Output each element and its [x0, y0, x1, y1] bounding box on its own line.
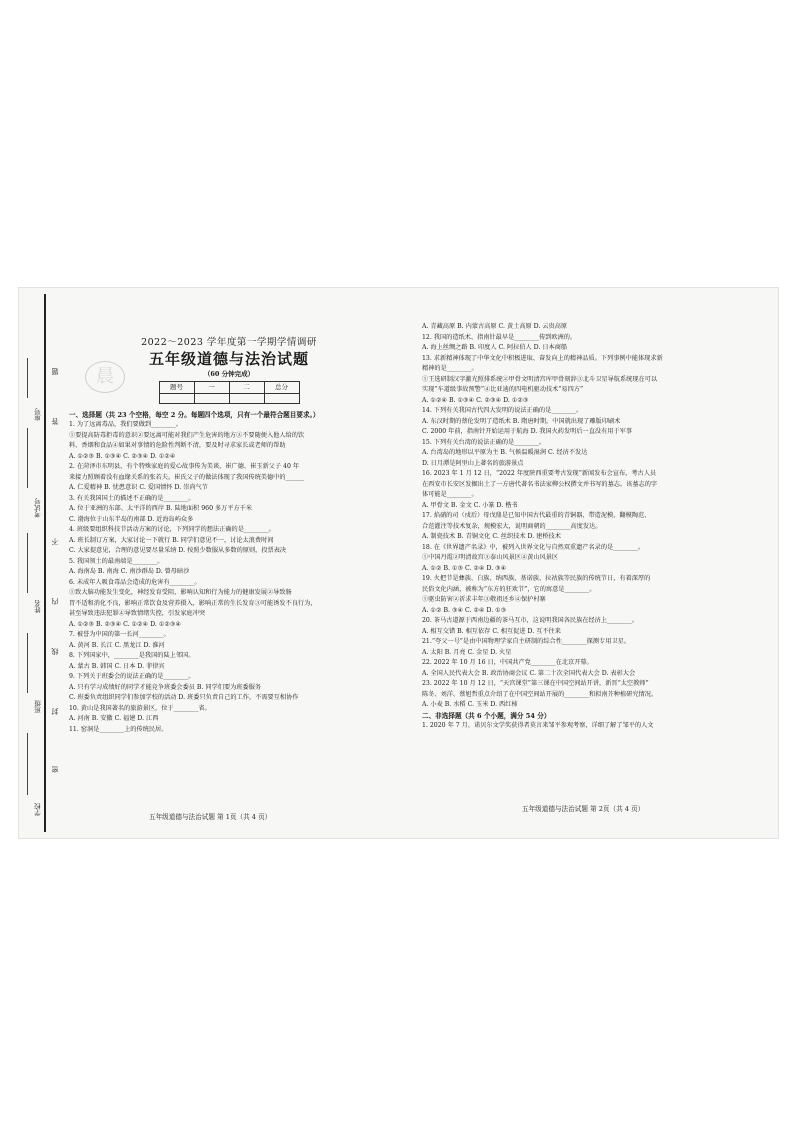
question-line: 11. 窑洞是________上的传统民居。 — [69, 725, 168, 733]
score-table — [159, 381, 300, 404]
left-question-list — [69, 420, 389, 735]
question-line: A. 相互交错 B. 相互依存 C. 相互促进 D. 互不往来 — [422, 627, 561, 635]
question-line: A. ①②④ B. ①③④ C. ②③④ D. ①②③ — [422, 396, 529, 404]
binding-word: 密 — [51, 766, 59, 773]
name-label: 姓名 — [34, 600, 42, 613]
score-cell — [194, 393, 229, 403]
question-line: A. 仁爱精神 B. 忧患意识 C. 爱国情怀 D. 崇尚气节 — [69, 484, 208, 491]
question-line: D. 日月潭是阿里山上著名的旅游景点 — [422, 459, 524, 467]
question-line: A. 位于亚洲的东部、太平洋的西岸 B. 陆地面积 960 多万平方千米 — [69, 505, 253, 512]
question-line: 21.“夸父一号”是由中国物理学家自主研制的综合性________探测专用卫星。 — [422, 638, 630, 645]
exam-sheet — [19, 288, 778, 838]
binding-line — [44, 294, 46, 832]
score-table-row — [159, 393, 299, 403]
score-cell: 总分 — [264, 382, 299, 394]
score-table-header — [159, 382, 299, 394]
question-line: 甚至导致违法犯罪④导致情绪失控，引发家庭冲突 — [69, 610, 206, 617]
question-line: A. 制瓷技术 B. 青铜文化 C. 丝织技术 D. 建桥技术 — [422, 533, 561, 540]
question-line: 胃不适和消化不良，影响正常饮食及营养摄入，影响正常的生长发育③可能诱发不良行为， — [69, 599, 317, 607]
class-label: 班级 — [34, 700, 42, 713]
question-line: A. 台湾岛的地形以平原为主 B. 气候温暖湿润 C. 经济不发达 — [422, 449, 588, 456]
question-line: C. 大家提意见，合理的意见要尽量采纳 D. 按照少数服从多数的原则，投票表决 — [69, 547, 287, 554]
question-line: 1. 为了远离毒品，我们要做到________。 — [69, 421, 183, 428]
question-line: A. 班长制订方案，大家讨论一下就行 B. 同学们意见不一，讨论太浪费时间 — [69, 536, 274, 544]
question-line: A. 河南 B. 安徽 C. 福建 D. 江西 — [69, 715, 159, 722]
question-line: 3. 有关我国国土的描述不正确的是________。 — [69, 494, 195, 502]
question-line: 15. 下列有关台湾的说法正确的是________。 — [422, 438, 546, 446]
question-line: 来接力照顾着没有血缘关系的张若夫。崔氏父子的做法体现了我国传统美德中的______ — [69, 473, 305, 481]
question-line: 合范灌注等技术复杂，规模宏大，说明商朝的________高度发达。 — [422, 522, 602, 530]
question-line: A. 小麦 B. 水稻 C. 玉米 D. 西红柿 — [422, 701, 518, 708]
question-line: 1. 2020 年 7 月，诺贝尔文学奖获得者莫言来邹平参观考察，详细了解了邹平的人文 — [422, 722, 654, 729]
score-cell: 题号 — [159, 382, 194, 394]
score-cell: 一 — [194, 382, 229, 394]
right-question-list — [422, 322, 762, 711]
binding-word: 线 — [51, 648, 59, 655]
question-line: A. 太阳 B. 月亮 C. 金星 D. 火星 — [422, 648, 512, 656]
exam-number-field — [27, 428, 28, 488]
question-line: A. 甲骨文 B. 金文 C. 小篆 D. 楷书 — [422, 501, 518, 509]
binding-word: 内 — [51, 598, 59, 605]
question-line: A. 蒙古 B. 韩国 C. 日本 D. 菲律宾 — [69, 662, 165, 670]
right-page — [422, 322, 762, 732]
question-line: 14. 下列有关我国古代四大发明的说法正确的是________。 — [422, 407, 583, 414]
exam-term-title: 2022～2023 学年度第一学期学情调研 — [141, 337, 317, 348]
question-line: 23. 2022 年 10 月 12 日，“天宫课堂”第三课在中国空间站开讲，新晋“太空教师” — [422, 680, 649, 687]
binding-word: 不 — [51, 538, 59, 545]
section-heading: 二、非选择题（共 6 个小题，满分 54 分） — [422, 711, 551, 720]
question-line: C. 2000 年前，指南针开始运用于航海 D. 我国火药发明后一直没有用于军事 — [422, 428, 633, 435]
question-line: 4. 班级要组织科技节活动方案的讨论，下列同学的想法正确的是________。 — [69, 526, 275, 533]
question-line: C. 渤海位于山东半岛的南部 D. 近海岛屿众多 — [69, 515, 194, 523]
question-line: 民俗文化内涵，被称为“东方的狂欢节”，它的寓意是________。 — [422, 585, 596, 593]
question-line: A. ①② B. ①③ C. ②④ D. ③④ — [422, 564, 507, 572]
exam-number-label: 考试号 — [34, 498, 42, 518]
question-line: ①致大脑功能发生变化，神经发育受阻，影响认知和行为能力的健康发展②导致肠 — [69, 589, 292, 596]
score-cell: 二 — [229, 382, 264, 394]
question-line: 陈冬、刘洋、蔡旭哲重点介绍了在中国空间站开展的________和拟南芥种植研究情况。 — [422, 690, 658, 698]
question-line: 17. 焰硝的司（戍后）母戊鼎是已知中国古代最重的青铜器，带造泥模、翻模陶范、 — [422, 512, 651, 519]
seat-number-field — [27, 358, 28, 398]
binding-word: 答 — [51, 418, 59, 425]
question-line: A. 海南岛 B. 南海 C. 南沙群岛 D. 曾母暗沙 — [69, 568, 190, 575]
left-page — [69, 338, 389, 735]
question-line: 16. 2023 年 1 月 12 日，“2022 年度陕西重要考古发现”新闻发布会宣布，考古人员 — [422, 470, 657, 477]
question-line: 体可能是________。 — [422, 491, 478, 498]
question-line: 22. 2022 年 10 月 16 日，中国共产党________在北京开幕。 — [422, 659, 593, 666]
question-line: ①驱虫防害②祈求丰年③敬祖还乡④保护村寨 — [422, 596, 546, 603]
page-footer-left: 五年级道德与法治试题 第 1页（共 4 页） — [149, 813, 272, 821]
question-line: C. 班委负责组织同学们参加学校的活动 D. 班委只负责自己的工作，不需要互相协作 — [69, 694, 299, 701]
question-line: A. 青藏高原 B. 内蒙古高原 C. 黄土高原 D. 云贵高原 — [422, 323, 568, 330]
question-line: 精神的是________。 — [422, 365, 478, 372]
question-line: A. ①②③ B. ②③④ C. ①②④ D. ①②③④ — [69, 620, 182, 628]
question-line: 20. 茶马古道源于西南边疆的茶马互市，这说明我国各民族在经济上________。 — [422, 617, 638, 624]
section-heading: 一、选择题（共 23 个空格，每空 2 分。每题四个选项，只有一个最符合题目要求。） — [69, 410, 320, 419]
school-label: 学校 — [34, 803, 42, 816]
question-line: 实现“车道级事故预警”④比亚迪的四电机驱动技术“易四方” — [422, 386, 584, 393]
page-footer-right: 五年级道德与法治试题 第 2页（共 4 页） — [522, 805, 645, 813]
question-line: 12. 我国的造纸术、指南针最早是________传到欧洲的。 — [422, 333, 577, 341]
question-line: A. 海上丝绸之路 B. 印度人 C. 阿拉伯人 D. 日本商船 — [422, 344, 568, 351]
question-line: A. ①② B. ③④ C. ②④ D. ①③ — [422, 606, 507, 614]
question-line: 料、香烟和食品④如果对事情的危险性判断不清，要及时寻求家长或老师的帮助 — [69, 442, 286, 449]
score-cell — [229, 393, 264, 403]
seat-number-label: 座号 — [34, 408, 42, 421]
question-line: A. 只有学习成绩好的同学才能竞争班委会委员 B. 同学们要为班委服务 — [69, 683, 262, 691]
question-line: 2. 在菏泽市东明县，有个特殊家庭的爱心故事传为美谈，崔广德、崔玉新父子 40 年 — [69, 463, 300, 470]
question-line: 5. 我国领土的最南端是________。 — [69, 557, 164, 565]
question-line: 13. 求新精神体现了中华文化中积极进取、奋发向上的精神品质。下列事例中能体现求新 — [422, 354, 663, 362]
class-field — [27, 633, 28, 693]
exam-title: 五年级道德与法治试题 — [148, 349, 309, 368]
question-line: A. 全国人民代表大会 B. 政治协商会议 C. 第二十次全国代表大会 D. 表彰大会 — [422, 669, 636, 677]
question-line: A. 黄河 B. 长江 C. 黑龙江 D. 淮河 — [69, 641, 165, 649]
question-line: 8. 下列国家中，________是我国的陆上邻国。 — [69, 652, 195, 659]
binding-word: 题 — [51, 368, 59, 375]
question-line: 10. 黄山是我国著名的旅游景区，位于________省。 — [69, 704, 211, 712]
question-line: 7. 被誉为中国的第一长河________。 — [69, 631, 170, 638]
binding-margin — [19, 288, 57, 838]
question-line: ①王选研制汉字激光照排系统②甲骨文明清宫库甲骨刻辞③北斗卫星导航系统现在可以 — [422, 375, 658, 383]
question-line: A. 东汉时期的蔡伦发明了造纸术 B. 隋唐时期，中国就出现了雕版印刷术 — [422, 417, 621, 425]
question-line: 6. 未成年人吸食毒品会造成的危害有________。 — [69, 578, 201, 586]
question-line: A. ①②③ B. ①③④ C. ②③④ D. ①②④ — [69, 452, 176, 460]
exam-duration: （60 分钟完成） — [203, 369, 255, 378]
question-line: 在西安市长安区发掘出土了一方唐代著名书法家柳公权撰文并书写的墓志。该墓志的字 — [422, 480, 658, 488]
faint-stamp: 晨 — [85, 361, 125, 393]
binding-word: 封 — [51, 708, 59, 715]
score-cell — [264, 393, 299, 403]
name-field — [27, 533, 28, 593]
school-field — [27, 733, 28, 795]
question-line: ①中国丹霞②明清故宫③泰山风景区④黄山风景区 — [422, 554, 559, 561]
score-cell — [159, 393, 194, 403]
question-line: 9. 下列关于班委会的说法正确的是________。 — [69, 673, 195, 680]
question-line: 18. 在《世界遗产名录》中，被列入世界文化与自然双重遗产名录的是________。 — [422, 543, 645, 551]
question-line: 19. 火把节是彝族、白族、纳西族、基诺族、拉祜族等民族的传统节日，有着深厚的 — [422, 575, 651, 582]
question-line: ①要提高防毒拒毒的意识②要远离可能对我们产生危害的地方③不要随便入他人给的饮 — [69, 431, 305, 439]
